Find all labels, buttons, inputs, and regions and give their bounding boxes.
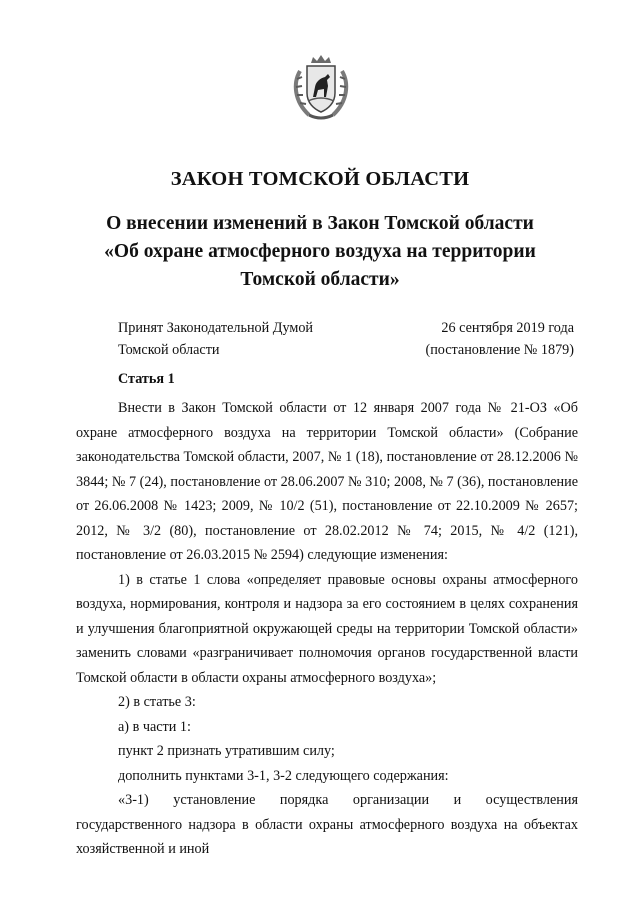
resolution-number: (постановление № 1879) [425, 342, 574, 358]
paragraph: пункт 2 признать утратившим силу; [118, 743, 335, 759]
paragraph: а) в части 1: [118, 718, 191, 735]
article-heading: Статья 1 [118, 371, 175, 387]
paragraph: 2) в статье 3: [118, 694, 196, 710]
adopted-by-line: Томской области [118, 342, 220, 358]
adoption-date-line: 26 сентября 2019 года [441, 320, 574, 336]
adopted-by-line: Принят Законодательной Думой [118, 320, 314, 336]
paragraph: Внести в Закон Томской области от 12 января 2007 года № 21-ОЗ «Об охране атмосферного воздуха на территории Томской области» (Собрание законодательства Томской области, 2007, № 1 (18), постановление от 28.12.2006 № 3844; № 7 (24), постановление от 28.06.2007 № 310; 2008, № 7 (36), постановление от 26.06.2008 № 1423; 2009, № 10/2 (51), постановление от 22.10.2009 № 2657; 2012, № 3/2 (80), постановление от 28.02.2012 № 74; 2015, № 4/2 (121), постановление от 26.03.2015 № 2594) следующие изменения: [76, 400, 578, 563]
article-body [76, 396, 578, 862]
paragraph: «3-1) установление порядка организации и осуществления государственного надзора в области охраны атмосферного воздуха на объектах хозяйственной и иной [76, 792, 578, 857]
subtitle-line: «Об охране атмосферного воздуха на территории [104, 241, 536, 262]
law-title: ЗАКОН ТОМСКОЙ ОБЛАСТИ [170, 168, 470, 190]
adoption-date [425, 317, 574, 361]
subtitle-line: Томской области» [240, 269, 400, 290]
paragraph: дополнить пунктами 3-1, 3-2 следующего содержания: [118, 767, 449, 784]
law-subtitle [60, 210, 580, 294]
paragraph: 1) в статье 1 слова «определяет правовые основы охраны атмосферного воздуха, нормирования, контроля и надзора за его состоянием в целях сохранения и улучшения благоприятной окружающей среды на территории Томской области» заменить словами «разграничивает полномочия органов государственной власти Томской области в области охраны атмосферного воздуха»; [76, 571, 578, 686]
subtitle-line: О внесении изменений в Закон Томской области [106, 213, 534, 234]
adopted-by [118, 317, 313, 361]
coat-of-arms-emblem [291, 53, 351, 123]
